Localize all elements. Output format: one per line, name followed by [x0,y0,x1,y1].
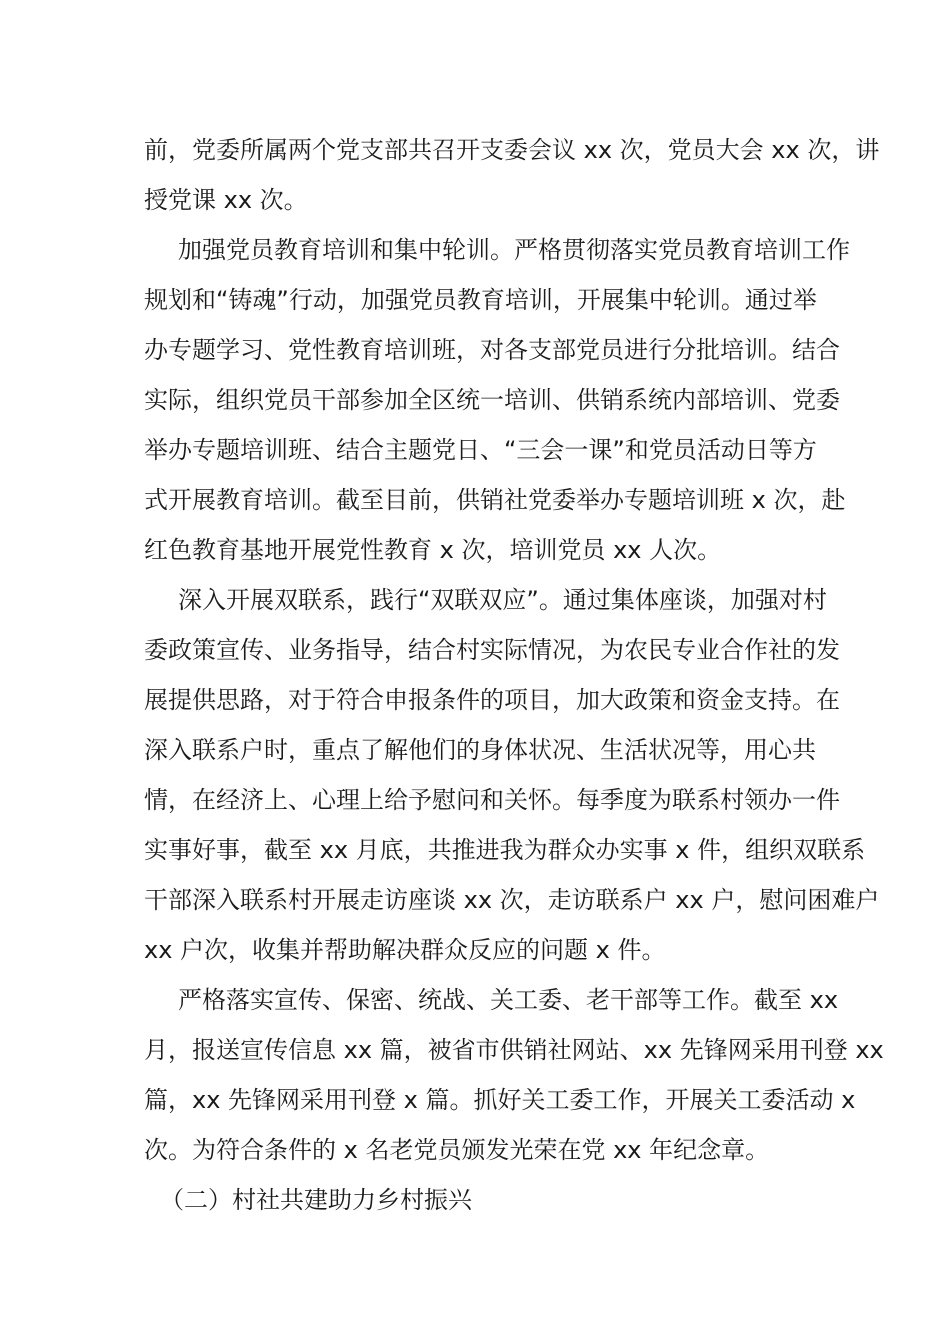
paragraph-4-line-1: 严格落实宣传、保密、统战、关工委、老干部等工作。截至 xx [178,986,839,1014]
paragraph-2-line-6: 式开展教育培训。截至目前，供销社党委举办专题培训班 x 次，赴 [144,486,846,514]
paragraph-3-line-1: 深入开展双联系，践行“双联双应”。通过集体座谈，加强对村 [178,586,827,614]
paragraph-4-line-2: 月，报送宣传信息 xx 篇，被省市供销社网站、xx 先锋网采用刊登 xx [144,1036,884,1064]
paragraph-1-line-2: 授党课 xx 次。 [144,186,308,214]
paragraph-2-line-7: 红色教育基地开展党性教育 x 次，培训党员 xx 人次。 [144,536,722,564]
paragraph-4-line-4: 次。为符合条件的 x 名老党员颁发光荣在党 xx 年纪念章。 [144,1136,770,1164]
paragraph-3-line-8: xx 户次，收集并帮助解决群众反应的问题 x 件。 [144,936,666,964]
paragraph-2-line-2: 规划和“铸魂”行动，加强党员教育培训，开展集中轮训。通过举 [144,286,817,314]
paragraph-2-line-5: 举办专题培训班、结合主题党日、“三会一课”和党员活动日等方 [144,436,817,464]
paragraph-4-line-3: 篇，xx 先锋网采用刊登 x 篇。抓好关工委工作，开展关工委活动 x [144,1086,856,1114]
paragraph-3-line-6: 实事好事，截至 xx 月底，共推进我为群众办实事 x 件，组织双联系 [144,836,866,864]
paragraph-2-line-4: 实际，组织党员干部参加全区统一培训、供销系统内部培训、党委 [144,386,840,414]
paragraph-3-line-4: 深入联系户时，重点了解他们的身体状况、生活状况等，用心共 [144,736,816,764]
paragraph-2-line-1: 加强党员教育培训和集中轮训。严格贯彻落实党员教育培训工作 [178,236,850,264]
paragraph-3-line-5: 情，在经济上、心理上给予慰问和关怀。每季度为联系村领办一件 [144,786,840,814]
section-heading: （二）村社共建助力乡村振兴 [160,1186,472,1214]
paragraph-3-line-2: 委政策宣传、业务指导，结合村实际情况，为农民专业合作社的发 [144,636,840,664]
paragraph-1-line-1: 前，党委所属两个党支部共召开支委会议 xx 次，党员大会 xx 次，讲 [144,136,880,164]
paragraph-3-line-3: 展提供思路，对于符合申报条件的项目，加大政策和资金支持。在 [144,686,840,714]
paragraph-2-line-3: 办专题学习、党性教育培训班，对各支部党员进行分批培训。结合 [144,336,840,364]
paragraph-3-line-7: 干部深入联系村开展走访座谈 xx 次，走访联系户 xx 户，慰问困难户 [144,886,880,914]
